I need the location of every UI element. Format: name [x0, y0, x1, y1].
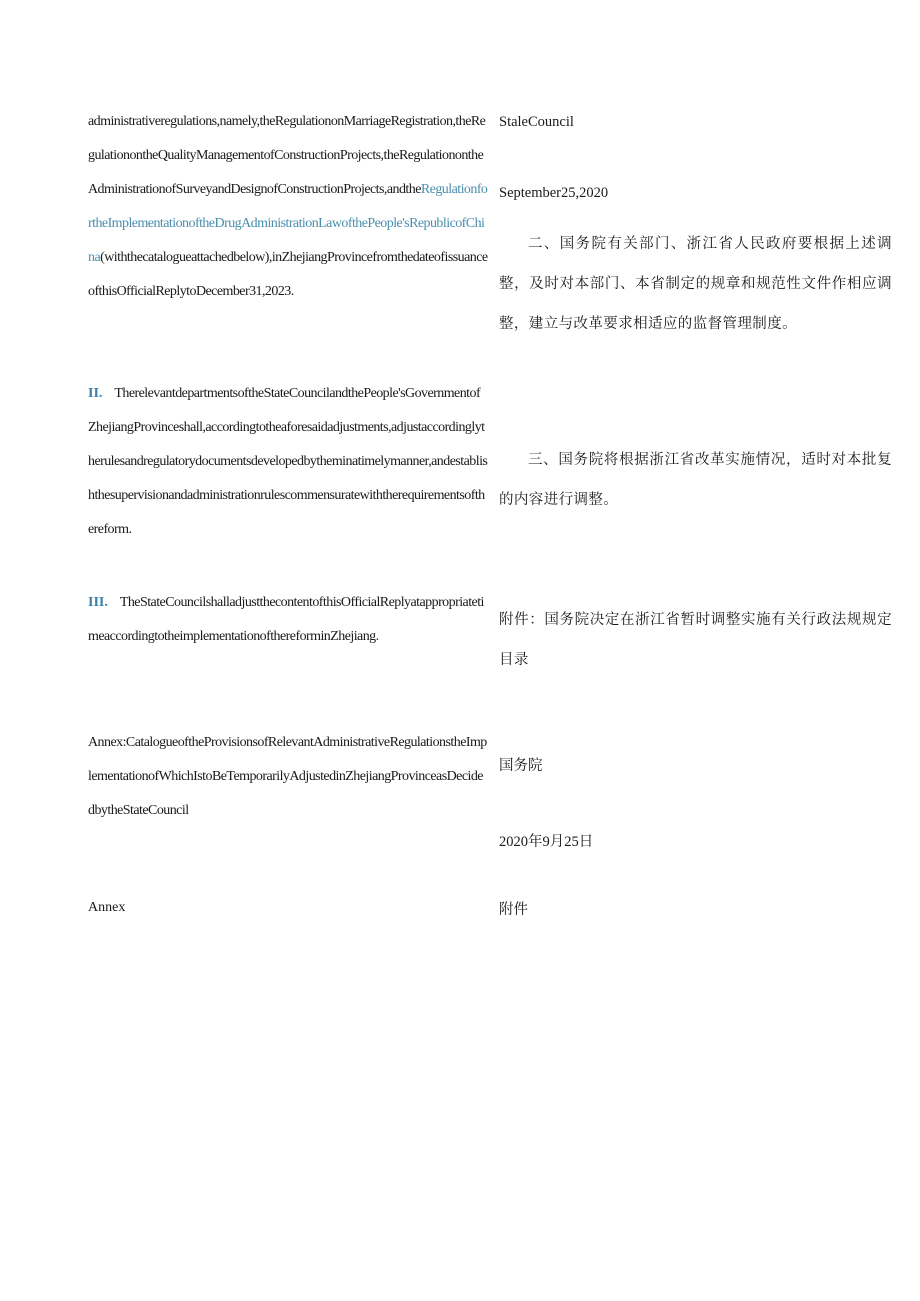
- signature-block: [499, 112, 892, 132]
- paragraph-1-text: administrativeregulations,namely,theRegulationonMarriageRegistration,theRegulationontheQualityManagementofConstructionProjects,theRegulationontheAdministrationofSurveyandDesignofConstructionProjects,andthe: [88, 114, 486, 197]
- english-paragraph-1: [88, 105, 488, 309]
- english-paragraph-2: [88, 377, 488, 547]
- chinese-paragraph-3-text: 三、国务院将根据浙江省改革实施情况，适时对本批复的内容进行调整。: [499, 452, 892, 508]
- english-paragraph-3: [88, 586, 488, 654]
- chinese-annex: [499, 900, 892, 920]
- drug-administration-regulation-link[interactable]: RegulationfortheImplementationoftheDrugAdministrationLawofthePeople'sRepublicofChina: [88, 182, 488, 265]
- chinese-date-text: 2020年9月25日: [499, 834, 594, 850]
- chinese-paragraph-2: [499, 224, 892, 344]
- paragraph-3-numeral: III.: [88, 595, 108, 610]
- chinese-signature-text: 国务院: [499, 758, 543, 774]
- english-annex: [88, 898, 488, 918]
- english-annex-title: [88, 726, 488, 828]
- date-text: September25,2020: [499, 185, 609, 201]
- paragraph-3-text: TheStateCouncilshalladjustthecontentofthisOfficialReplyatappropriatetimeaccordingtotheimplementationofthereforminZhejiang.: [88, 595, 484, 644]
- chinese-annex-label: 附件: [499, 902, 528, 918]
- paragraph-2-text: TherelevantdepartmentsoftheStateCouncilandthePeople'sGovernmentofZhejiangProvinceshall,accordingtotheaforesaidadjustments,adjustaccordinglytherulesandregulatorydocumentsdevelopedbytheminatimelymanner,andestablishthesupervisionandadministrationrulescommensuratewiththerequirementsofthereform.: [88, 386, 488, 537]
- chinese-paragraph-2-text: 二、国务院有关部门、浙江省人民政府要根据上述调整，及时对本部门、本省制定的规章和规范性文件作相应调整，建立与改革要求相适应的监督管理制度。: [499, 236, 892, 332]
- chinese-annex-title-text: 附件：国务院决定在浙江省暂时调整实施有关行政法规规定目录: [499, 612, 892, 668]
- chinese-date-block: [499, 832, 892, 852]
- paragraph-2-numeral: II.: [88, 386, 103, 401]
- signature-text: StaleCouncil: [499, 114, 574, 130]
- chinese-paragraph-3: [499, 440, 892, 520]
- chinese-annex-title: [499, 600, 892, 680]
- chinese-signature-block: [499, 756, 892, 776]
- paragraph-1-text-continued: (withthecatalogueattachedbelow),inZhejiangProvincefromthedateofissuanceofthisOfficialReplytoDecember31,2023.: [88, 250, 488, 299]
- date-block: [499, 183, 892, 203]
- annex-label: Annex: [88, 900, 126, 915]
- annex-title-text: Annex:CatalogueoftheProvisionsofRelevantAdministrativeRegulationstheImplementationofWhichIstoBeTemporarilyAdjustedinZhejiangProvinceasDecidedbytheStateCouncil: [88, 735, 487, 818]
